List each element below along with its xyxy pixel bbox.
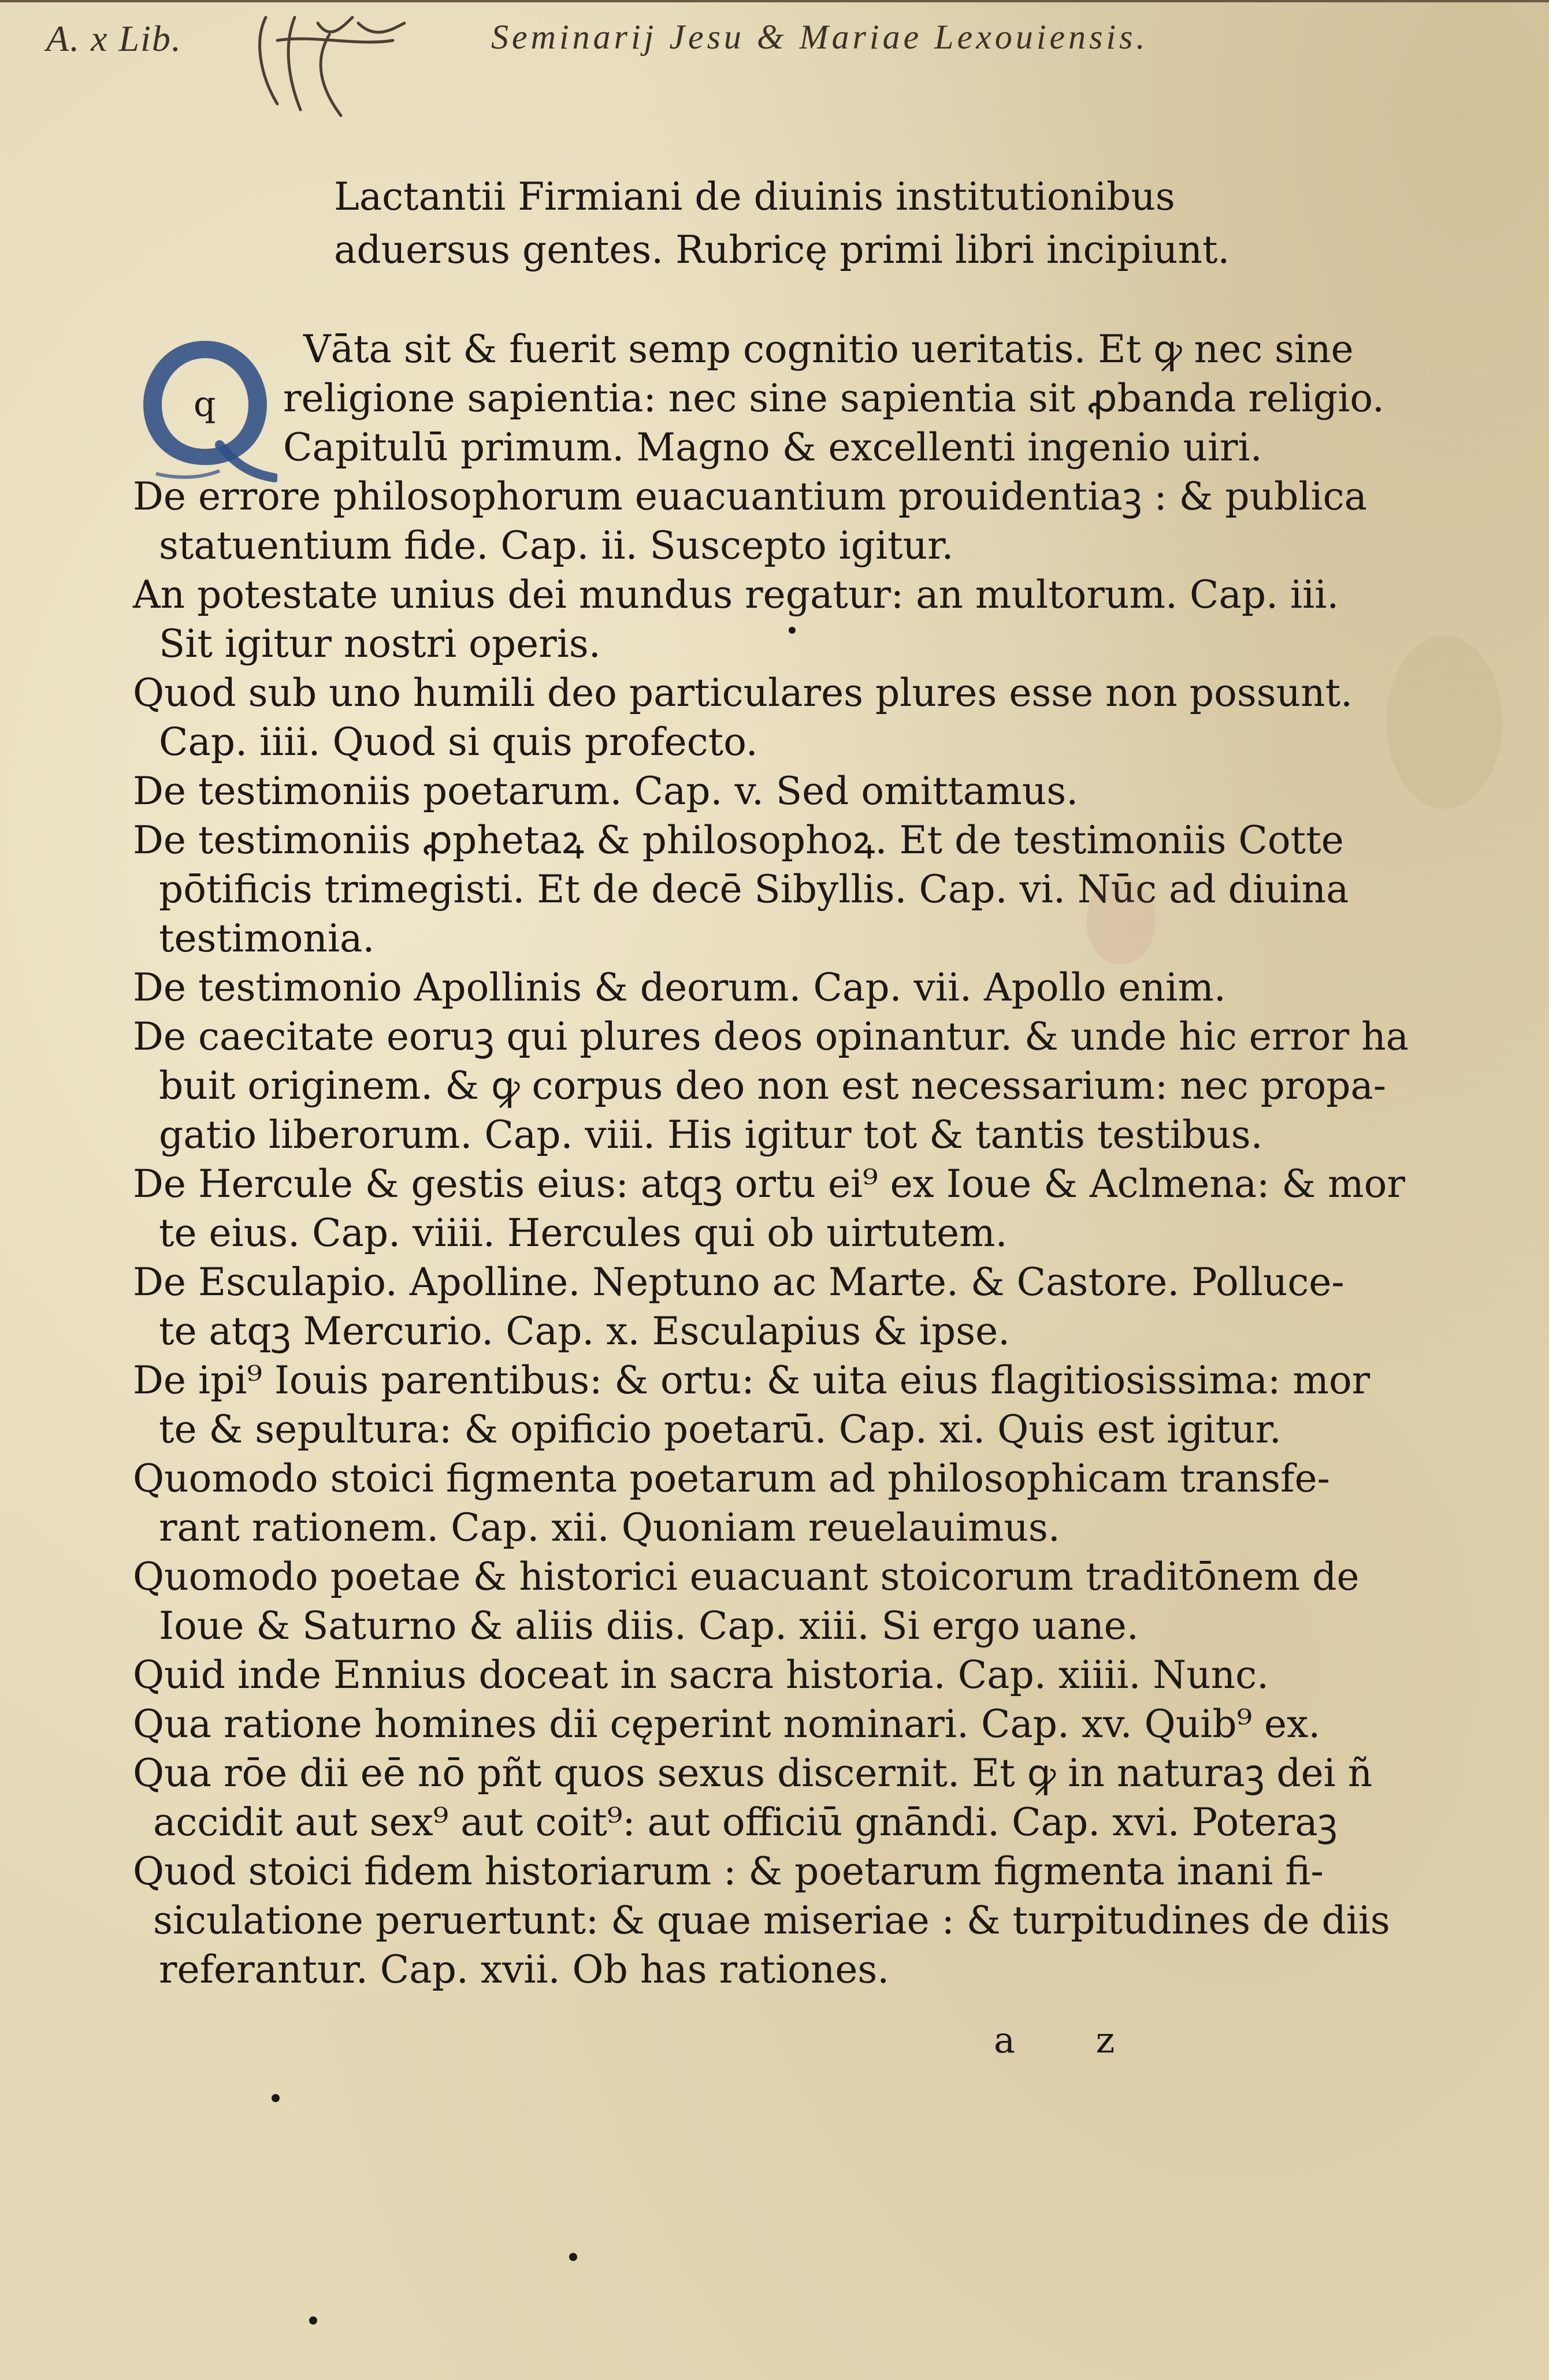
ink-speck [789,627,796,634]
rubric-line: te & sepultura: & opificio poetarū. Cap. xi. Quis est igitur. [159,1407,1281,1452]
ink-flourish-mark [243,6,428,121]
paper-stain [1086,878,1156,965]
rubric-line: De ipi⁹ Iouis parentibus: & ortu: & uita eius flagitiosissima: mor [133,1358,1370,1403]
rubric-line: De testimonio Apollinis & deorum. Cap. vii. Apollo enim. [133,965,1226,1010]
rubric-line: te atqꝫ Mercurio. Cap. x. Esculapius & ipse. [159,1309,1011,1353]
manuscript-shelfmark: A. x Lib. [46,18,182,59]
rubric-line: te eius. Cap. viiii. Hercules qui ob uirtutem. [159,1211,1008,1255]
rubric-line: De caecitate eoruꝫ qui plures deos opinantur. & unde hic error ha [133,1014,1409,1059]
rubric-line: statuentium fide. Cap. ii. Suscepto igitur. [159,523,954,568]
heading-line-1: Lactantii Firmiani de diuinis institutionibus [334,174,1175,219]
rubric-line: pōtificis trimegisti. Et de decē Sibyllis. Cap. vi. Nūc ad diuina [159,867,1349,912]
rubric-line: Qua ratione homines dii cęperint nominari. Cap. xv. Quib⁹ ex. [133,1702,1321,1746]
rubric-line: Quod stoici fidem historiarum : & poetarum figmenta inani fi- [133,1849,1324,1894]
signature-mark: a z [994,2019,1150,2061]
rubric-line: Cap. iiii. Quod si quis profecto. [159,720,758,764]
heading-line-2: aduersus gentes. Rubricę primi libri incipiunt. [334,228,1230,272]
rubric-line: buit originem. & ꝙ corpus deo non est necessarium: nec propa- [159,1063,1387,1108]
rubric-line: Quid inde Ennius doceat in sacra historia. Cap. xiiii. Nunc. [133,1653,1269,1697]
rubric-line: Capitulū primum. Magno & excellenti ingenio uiri. [283,425,1262,470]
ink-speck [272,2094,280,2102]
rubric-line: religione sapientia: nec sine sapientia sit ꝓbanda religio. [283,376,1384,421]
rubric-line: Vāta sit & fuerit semp cognitio ueritatis. Et ꝙ nec sine [303,327,1354,371]
rubric-line: De testimoniis ꝓphetaꝝ & philosophoꝝ. Et de testimoniis Cotte [133,818,1344,862]
rubric-line: Ioue & Saturno & aliis diis. Cap. xiii. Si ergo uane. [159,1604,1139,1648]
rubric-line: Quod sub uno humili deo particulares plures esse non possunt. [133,671,1353,715]
rubric-line: De testimoniis poetarum. Cap. v. Sed omittamus. [133,769,1079,813]
ink-speck [569,2253,577,2261]
rubric-line: gatio liberorum. Cap. viii. His igitur tot & tantis testibus. [159,1113,1263,1157]
paper-stain [1387,635,1502,809]
rubric-line: referantur. Cap. xvii. Ob has rationes. [159,1947,890,1992]
rubric-heading [334,170,1374,277]
rubric-line: An potestate unius dei mundus regatur: an multorum. Cap. iii. [133,572,1339,617]
initial-guide-letter: q [194,384,216,425]
rubric-line: De errore philosophorum euacuantium prouidentiaꝫ : & publica [133,474,1367,519]
rubric-line: Quomodo poetae & historici euacuant stoicorum traditōnem de [133,1555,1359,1599]
rubric-line: Quomodo stoici figmenta poetarum ad philosophicam transfe- [133,1456,1330,1501]
rubric-line: siculatione peruertunt: & quae miseriae : & turpitudines de diis [153,1898,1390,1943]
decorated-initial [133,326,277,482]
rubric-line: testimonia. [159,916,375,961]
rubric-line: rant rationem. Cap. xii. Quoniam reuelauimus. [159,1505,1060,1550]
rubric-line: accidit aut sex⁹ aut coit⁹: aut officiū gnāndi. Cap. xvi. Poteraꝫ [153,1800,1338,1844]
rubric-line: Sit igitur nostri operis. [159,622,601,666]
rubric-line: De Hercule & gestis eius: atqꝫ ortu ei⁹ ex Ioue & Aclmena: & mor [133,1162,1405,1206]
rubric-line: Qua rōe dii eē nō pñt quos sexus discernit. Et ꝙ in naturaꝫ dei ñ [133,1751,1373,1795]
manuscript-ownership-note: Seminarij Jesu & Mariae Lexouiensis. [491,18,1149,56]
ink-speck [309,2316,317,2325]
rubric-line: De Esculapio. Apolline. Neptuno ac Marte. & Castore. Polluce- [133,1260,1344,1304]
